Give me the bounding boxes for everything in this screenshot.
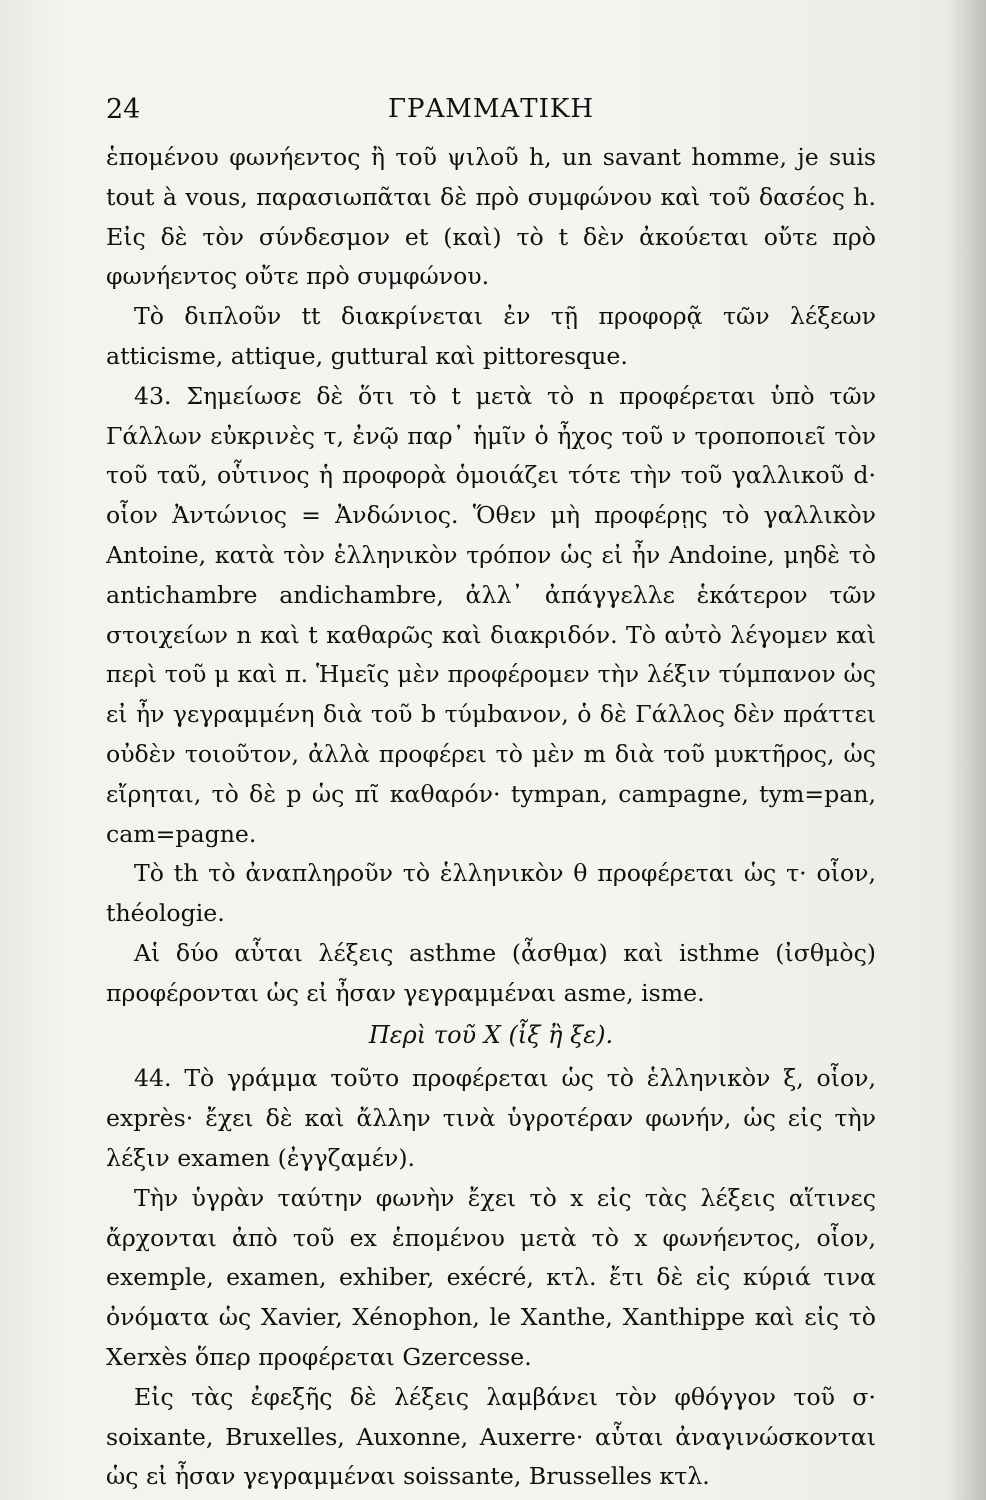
paragraph-th: Τὸ th τὸ ἀναπληροῦν τὸ ἑλληνικὸν θ προφέρεται ὡς τ· οἷον, théologie. [106,859,876,928]
paragraph-x-sigma: Εἰς τὰς ἐφεξῆς δὲ λέξεις λαμβάνει τὸν φθόγγον τοῦ σ· soixante, Bruxelles, Auxonne, Auxerre· αὗται ἀναγινώσκονται ὡς εἰ ἦσαν γεγραμμέναι soissante, Brusselles κτλ. [106,1382,876,1491]
paragraph-continuation: ἑπομένου φωνήεντος ἢ τοῦ ψιλοῦ h, un savant homme, je suis tout à vous, παρασιωπᾶται δὲ πρὸ συμφώνου καὶ τοῦ δασέος h. Εἰς δὲ τὸν σύνδεσμον et (καὶ) τὸ t δὲν ἀκούεται οὔτε πρὸ φωνήεντος οὔτε πρὸ συμφώνου. [106,143,876,291]
paragraph-x-humid: Τὴν ὑγρὰν ταύτην φωνὴν ἔχει τὸ x εἰς τὰς λέξεις αἵτινες ἄρχονται ἀπὸ τοῦ ex ἑπομένου μετὰ τὸ x φωνήεντος, οἷον, exemple, examen, exhiber, exécré, κτλ. ἔτι δὲ εἰς κύριά τινα ὀνόματα ὡς Xavier, Xénophon, le Xanthe, Xanthippe καὶ εἰς τὸ Xerxès ὅπερ προφέρεται Gzercesse. [106,1183,876,1371]
paragraph-44: 44. Τὸ γράμμα τοῦτο προφέρεται ὡς τὸ ἑλληνικὸν ξ, οἷον, exprès· ἔχει δὲ καὶ ἄλλην τινὰ ὑγροτέραν φωνήν, ὡς εἰς τὴν λέξιν examen (ἐγγζαμέν). [106,1064,876,1172]
running-title: ΓΡΑΜΜΑΤΙΚΗ [387,94,595,124]
page-number: 24 [106,94,141,125]
paragraph-asthme: Αἱ δύο αὗται λέξεις asthme (ἆσθμα) καὶ isthme (ἰσθμὸς) προφέρονται ὡς εἰ ἦσαν γεγραμμέναι asme, isme. [106,938,876,1007]
paragraph-double-t: Τὸ διπλοῦν tt διακρίνεται ἐν τῇ προφορᾷ τῶν λέξεων atticisme, attique, guttural καὶ pittoresque. [106,302,876,370]
body-text [106,138,876,1497]
page-header [106,94,876,134]
section-heading-x: Περὶ τοῦ X (ἶξ ἢ ξε). [368,1020,614,1049]
page-edge-shadow [946,0,986,1500]
paragraph-43: 43. Σημείωσε δὲ ὅτι τὸ t μετὰ τὸ n προφέρεται ὑπὸ τῶν Γάλλων εὐκρινὲς τ, ἐνῷ παρ᾽ ἡμῖν ὁ ἦχος τοῦ ν τροποποιεῖ τὸν τοῦ ταῦ, οὗτινος ἡ προφορὰ ὁμοιάζει τότε τὴν τοῦ γαλλικοῦ d· οἷον Ἀντώνιος = Ἀνδώνιος. Ὅθεν μὴ προφέρῃς τὸ γαλλικὸν Antoine, κατὰ τὸν ἑλληνικὸν τρόπον ὡς εἰ ἦν Andoine, μηδὲ τὸ antichambre andichambre, ἀλλ᾽ ἀπάγγελλε ἑκάτερον τῶν στοιχείων n καὶ t καθαρῶς καὶ διακριδόν. Τὸ αὐτὸ λέγομεν καὶ περὶ τοῦ μ καὶ π. Ἡμεῖς μὲν προφέρομεν τὴν λέξιν τύμπανον ὡς εἰ ἦν γεγραμμένη διὰ τοῦ b τύμbανον, ὁ δὲ Γάλλος δὲν πράττει οὐδὲν τοιοῦτον, ἀλλὰ προφέρει τὸ μὲν m διὰ τοῦ μυκτῆρος, ὡς εἴρηται, τὸ δὲ p ὡς πῖ καθαρόν· tympan, campagne, tym=pan, cam=pagne. [106,381,876,848]
